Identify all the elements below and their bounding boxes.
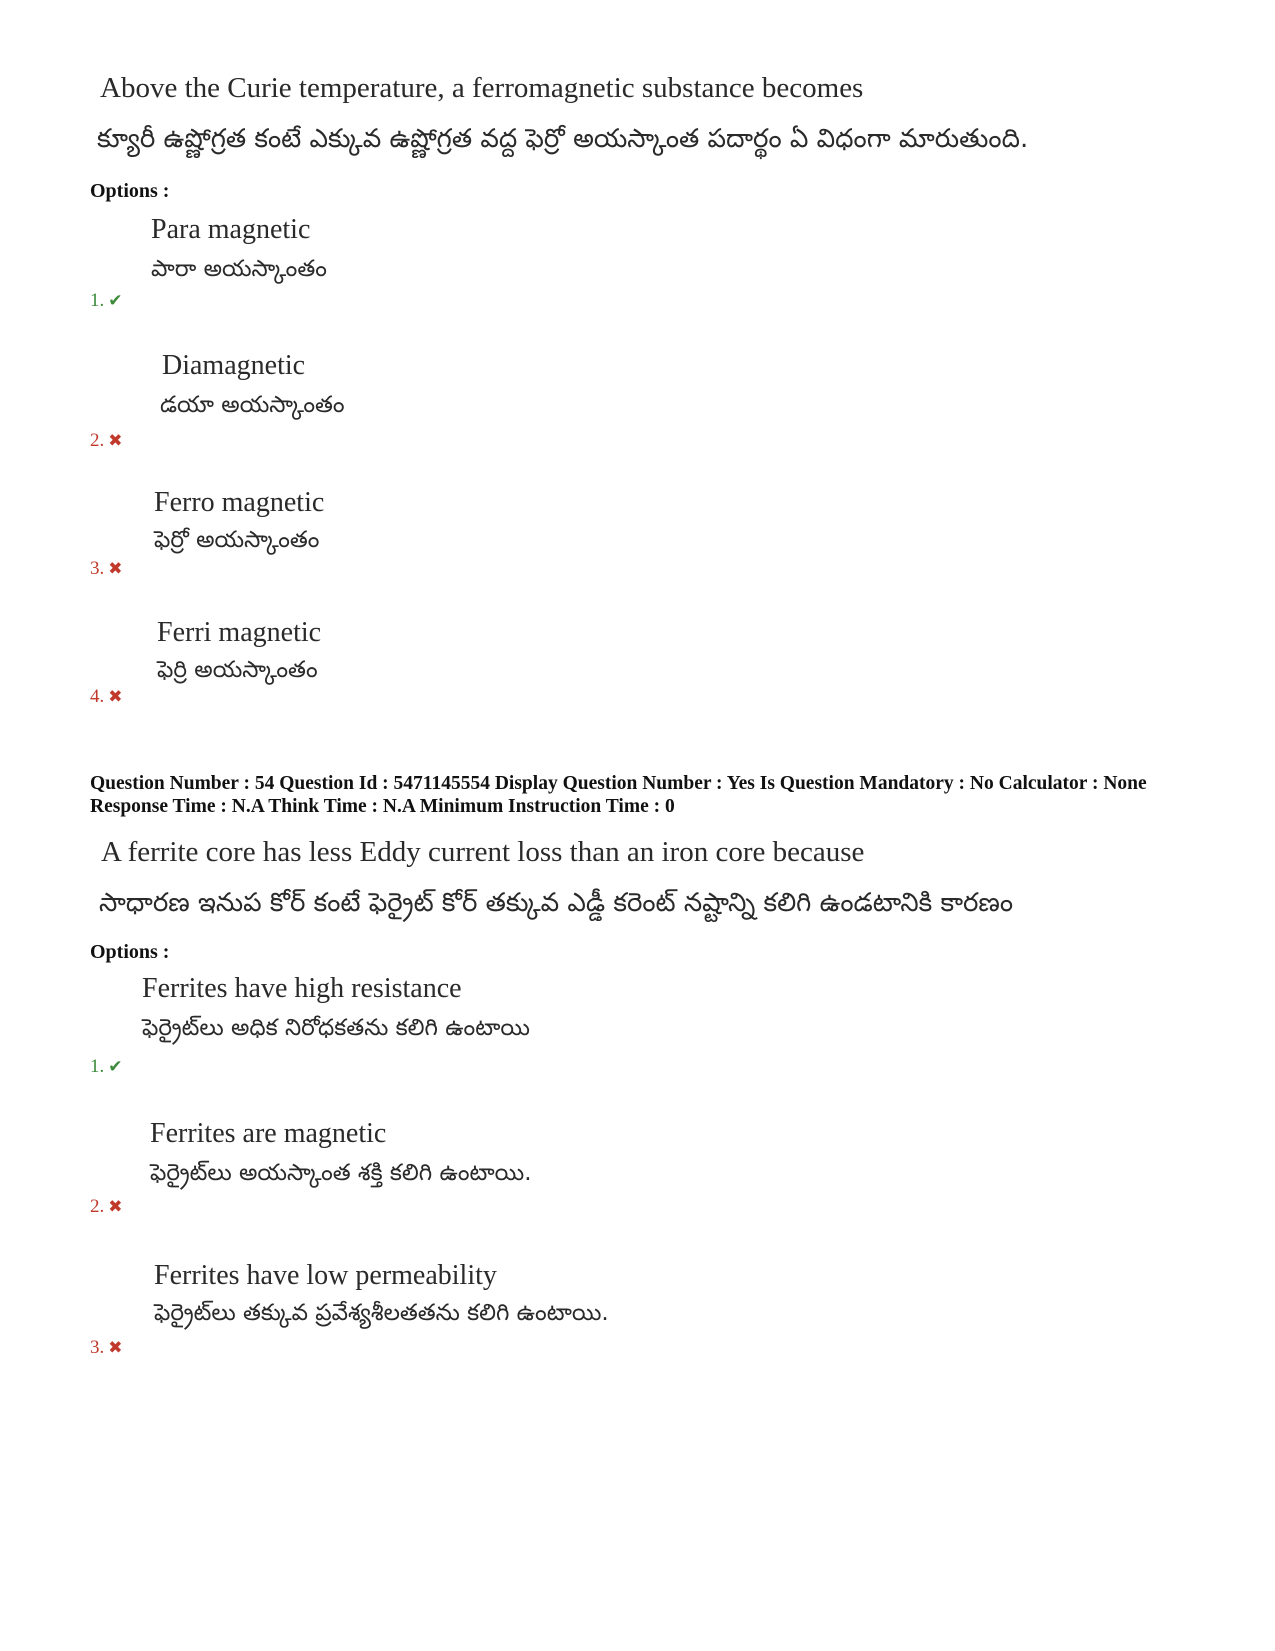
option-te: ఫెర్రైట్‌లు అయస్కాంత శక్తి కలిగి ఉంటాయి. <box>150 1160 532 1186</box>
options-label: Options : <box>90 941 170 963</box>
option-marker: 2. ✖ <box>90 430 123 451</box>
question-metadata: Question Number : 54 Question Id : 5471145554 Display Question Number : Yes Is Question Mandatory : No Calculator : None Response Time : N.A Think Time : N.A Minimum Instruction Time : 0 <box>90 773 1147 817</box>
option-marker: 3. ✖ <box>90 558 123 579</box>
option-marker: 4. ✖ <box>90 686 123 707</box>
question-53-text-en: Above the Curie temperature, a ferromagnetic substance becomes <box>100 72 864 104</box>
question-54-text-en: A ferrite core has less Eddy current loss than an iron core because <box>101 836 865 868</box>
option-te: పారా అయస్కాంతం <box>151 256 327 282</box>
option-en: Ferrites are magnetic <box>150 1118 387 1149</box>
cross-icon: ✖ <box>108 1197 123 1216</box>
option-en: Ferri magnetic <box>157 617 322 648</box>
check-icon: ✔ <box>108 291 123 310</box>
cross-icon: ✖ <box>108 559 123 578</box>
option-en: Ferro magnetic <box>154 487 325 518</box>
cross-icon: ✖ <box>108 687 123 706</box>
cross-icon: ✖ <box>108 1338 123 1357</box>
option-en: Ferrites have low permeability <box>154 1260 497 1291</box>
option-te: ఫెర్రైట్‌లు అధిక నిరోధకతను కలిగి ఉంటాయి <box>142 1015 530 1041</box>
option-marker: 2. ✖ <box>90 1196 123 1217</box>
cross-icon: ✖ <box>108 431 123 450</box>
option-marker: 1. ✔ <box>90 290 123 311</box>
option-te: ఫెర్రో అయస్కాంతం <box>154 527 320 553</box>
question-54-text-te: సాధారణ ఇనుప కోర్ కంటే ఫెర్రైట్ కోర్ తక్కువ ఎడ్డీ కరెంట్ నష్టాన్ని కలిగి ఉండటానికి కారణం <box>99 888 1014 918</box>
question-53-text-te: క్యూరీ ఉష్ణోగ్రత కంటే ఎక్కువ ఉష్ణోగ్రత వద్ద ఫెర్రో అయస్కాంత పదార్థం ఏ విధంగా మారుతుంది. <box>97 124 1029 154</box>
option-te: ఫెర్రైట్‌లు తక్కువ ప్రవేశ్యశీలతతను కలిగి ఉంటాయి. <box>154 1300 609 1326</box>
option-en: Para magnetic <box>151 214 311 245</box>
option-en: Diamagnetic <box>162 350 306 381</box>
option-en: Ferrites have high resistance <box>142 973 462 1004</box>
option-te: ఫెర్రి అయస్కాంతం <box>157 657 318 683</box>
check-icon: ✔ <box>108 1057 123 1076</box>
options-label: Options : <box>90 180 170 202</box>
option-marker: 3. ✖ <box>90 1337 123 1358</box>
option-marker: 1. ✔ <box>90 1056 123 1077</box>
option-te: డయా అయస్కాంతం <box>160 392 345 418</box>
